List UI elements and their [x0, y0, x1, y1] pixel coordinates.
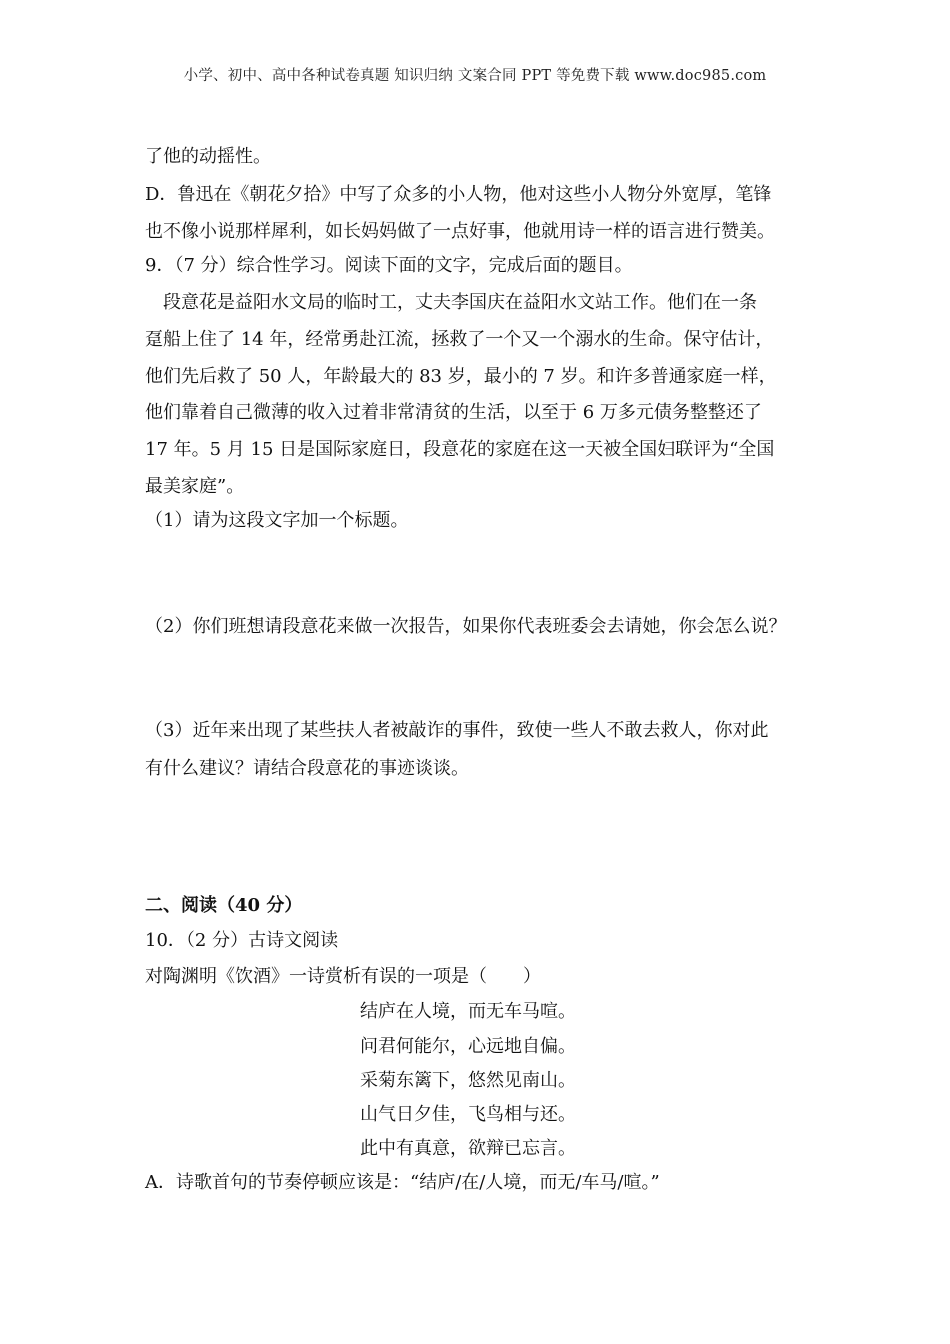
previous-question-tail: 了他的动摇性。 [145, 146, 271, 167]
passage-line-6: 最美家庭”。 [145, 476, 245, 497]
page-header: 小学、初中、高中各种试卷真题 知识归纳 文案合同 PPT 等免费下载 www.doc985.com [183, 68, 767, 84]
passage-line-4: 他们靠着自己微薄的收入过着非常清贫的生活，以至于 6 万多元债务整整还了 [145, 402, 762, 423]
poem-line-1: 结庐在人境，而无车马喧。 [360, 1001, 576, 1022]
poem-line-5: 此中有真意，欲辩已忘言。 [360, 1138, 576, 1159]
question-10-title: 10．（2 分）古诗文阅读 [145, 930, 339, 951]
question-9-sub-3-line-1: （3）近年来出现了某些扶人者被敲诈的事件，致使一些人不敢去救人，你对此 [145, 720, 769, 741]
question-9-title: 9．（7 分）综合性学习。阅读下面的文字，完成后面的题目。 [145, 255, 633, 276]
poem-line-3: 采菊东篱下，悠然见南山。 [360, 1070, 576, 1091]
option-d-line-2: 也不像小说那样犀利，如长妈妈做了一点好事，他就用诗一样的语言进行赞美。 [145, 221, 775, 242]
passage-line-3: 他们先后救了 50 人，年龄最大的 83 岁，最小的 7 岁。和许多普通家庭一样， [145, 366, 777, 387]
question-10-option-a: A．诗歌首句的节奏停顿应该是：“结庐/在/人境，而无/车马/喧。” [145, 1172, 660, 1193]
section-2-heading: 二、阅读（40 分） [145, 895, 303, 916]
poem-line-4: 山气日夕佳，飞鸟相与还。 [360, 1104, 576, 1125]
question-10-stem: 对陶渊明《饮酒》一诗赏析有误的一项是（ ） [145, 966, 541, 987]
option-d-line-1: D．鲁迅在《朝花夕拾》中写了众多的小人物，他对这些小人物分外宽厚，笔锋 [145, 184, 772, 205]
question-9-sub-1: （1）请为这段文字加一个标题。 [145, 510, 409, 531]
question-9-sub-3-line-2: 有什么建议？请结合段意花的事迹谈谈。 [145, 758, 469, 779]
passage-line-2: 趸船上住了 14 年，经常勇赴江流，拯救了一个又一个溺水的生命。保守估计， [145, 329, 774, 350]
poem-line-2: 问君何能尔，心远地自偏。 [360, 1036, 576, 1057]
question-9-sub-2: （2）你们班想请段意花来做一次报告，如果你代表班委会去请她，你会怎么说？ [145, 616, 787, 637]
passage-line-1: 段意花是益阳水文局的临时工，丈夫李国庆在益阳水文站工作。他们在一条 [163, 292, 757, 313]
passage-line-5: 17 年。5 月 15 日是国际家庭日，段意花的家庭在这一天被全国妇联评为“全国 [145, 439, 775, 460]
